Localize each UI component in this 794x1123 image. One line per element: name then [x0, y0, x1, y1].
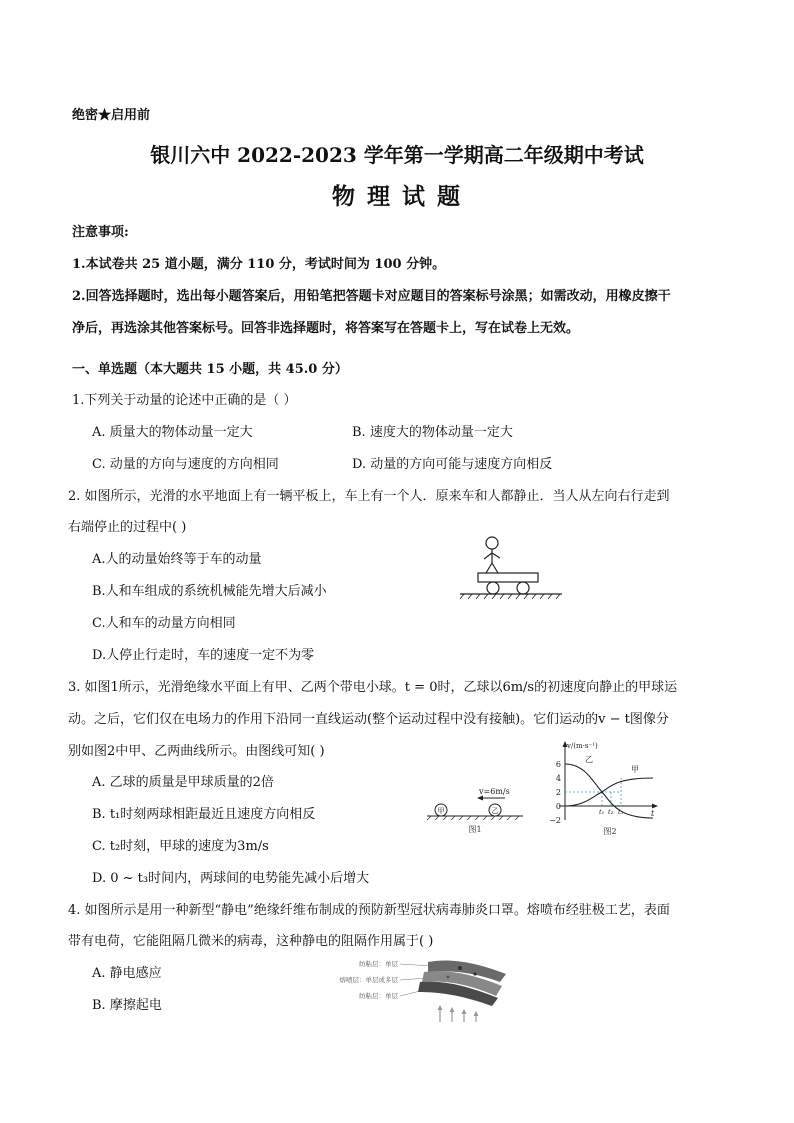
q1-option-d: D. 动量的方向可能与速度方向相反 — [352, 457, 553, 472]
q2-option-b: B.人和车组成的系统机械能先增大后减小 — [92, 584, 327, 599]
q3-option-c: C. t₂时刻，甲球的速度为3m/s — [92, 839, 269, 854]
q1-option-a: A. 质量大的物体动量一定大 — [92, 425, 253, 440]
q4-stem-line-1: 4. 如图所示是用一种新型“静电”绝缘纤维布制成的预防新型冠状病毒肺炎口罩。熔喷布经驻极工艺，表面 — [68, 903, 670, 918]
t2-label: t₂ — [608, 808, 614, 816]
notice-item-2-line-2: 净后，再选涂其他答案标号。回答非选择题时，将答案写在答题卡上，写在试卷上无效。 — [72, 321, 580, 336]
q1-option-c: C. 动量的方向与速度的方向相同 — [92, 457, 279, 472]
q3-stem-line-3: 别如图2中甲、乙两曲线所示。由图线可知( ) — [68, 744, 325, 759]
q4-option-a: A. 静电感应 — [92, 966, 162, 981]
q4-option-b: B. 摩擦起电 — [92, 998, 162, 1013]
q3-figure-1 — [425, 780, 525, 840]
y-tick-0: 0 — [555, 802, 561, 811]
y-tick-4: 4 — [555, 774, 561, 783]
ball-jia-label: 甲 — [437, 807, 445, 815]
y-tick-2: 2 — [555, 788, 561, 797]
section-heading: 一、单选题（本大题共 15 小题，共 45.0 分） — [72, 362, 348, 377]
secret-mark: 绝密★启用前 — [72, 108, 151, 123]
t1-label: t₁ — [599, 808, 605, 816]
layer-2-label: 熔喷层：单层或多层 — [339, 976, 398, 984]
q2-stem-line-2: 右端停止的过程中( ) — [68, 520, 187, 535]
x-axis-label: t — [651, 809, 655, 818]
t3-label: t₃ — [618, 808, 624, 816]
notice-item-1: 1.本试卷共 25 道小题，满分 110 分，考试时间为 100 分钟。 — [72, 257, 446, 272]
figure-2-caption: 图2 — [603, 827, 617, 836]
q2-option-a: A.人的动量始终等于车的动量 — [92, 552, 262, 567]
layer-3-label: 纺粘层：单层 — [359, 992, 398, 1000]
y-tick-6: 6 — [555, 760, 561, 769]
curve-yi-label: 乙 — [585, 755, 593, 764]
curve-jia-label: 甲 — [631, 765, 639, 774]
q4-mask-layers-figure — [310, 952, 510, 1024]
layer-1-label: 纺粘层：单层 — [359, 960, 398, 968]
velocity-label: v=6m/s — [479, 787, 510, 796]
q2-stem-line-1: 2. 如图所示，光滑的水平地面上有一辆平板上，车上有一个人．原来车和人都静止．当人从左向右行走到 — [68, 489, 670, 504]
notice-heading: 注意事项: — [72, 225, 129, 240]
q1-option-b: B. 速度大的物体动量一定大 — [352, 425, 513, 440]
q3-option-b: B. t₁时刻两球相距最近且速度方向相反 — [92, 807, 316, 822]
q2-cart-figure — [456, 535, 566, 605]
q3-option-d: D. 0 ~ t₃时间内，两球间的电势能先减小后增大 — [92, 871, 370, 886]
q3-stem-line-1: 3. 如图1所示，光滑绝缘水平面上有甲、乙两个带电小球。t = 0时，乙球以6m/s的初速度向静止的甲球运 — [68, 680, 678, 695]
q3-figure-2 — [545, 738, 665, 838]
q2-option-c: C.人和车的动量方向相同 — [92, 616, 236, 631]
exam-title: 银川六中 2022-2023 学年第一学期高二年级期中考试 — [150, 143, 644, 167]
q2-option-d: D.人停止行走时，车的速度一定不为零 — [92, 648, 315, 663]
y-tick-neg2: −2 — [549, 816, 561, 825]
figure-1-caption: 图1 — [468, 825, 482, 834]
q3-option-a: A. 乙球的质量是甲球质量的2倍 — [92, 775, 274, 790]
q4-stem-line-2: 带有电荷，它能阻隔几微米的病毒，这种静电的阻隔作用属于( ) — [68, 934, 434, 949]
q3-stem-line-2: 动。之后，它们仅在电场力的作用下沿同一直线运动(整个运动过程中没有接触)。它们运动的v − t图像分 — [68, 712, 669, 727]
q1-stem: 1.下列关于动量的论述中正确的是（ ） — [72, 393, 297, 408]
subject-title: 物 理 试 题 — [331, 183, 463, 210]
notice-item-2-line-1: 2.回答选择题时，选出每小题答案后，用铅笔把答题卡对应题目的答案标号涂黑；如需改动，用橡皮擦干 — [72, 289, 671, 304]
y-axis-label: v/(m·s⁻¹) — [567, 742, 598, 750]
ball-yi-label: 乙 — [491, 807, 499, 815]
